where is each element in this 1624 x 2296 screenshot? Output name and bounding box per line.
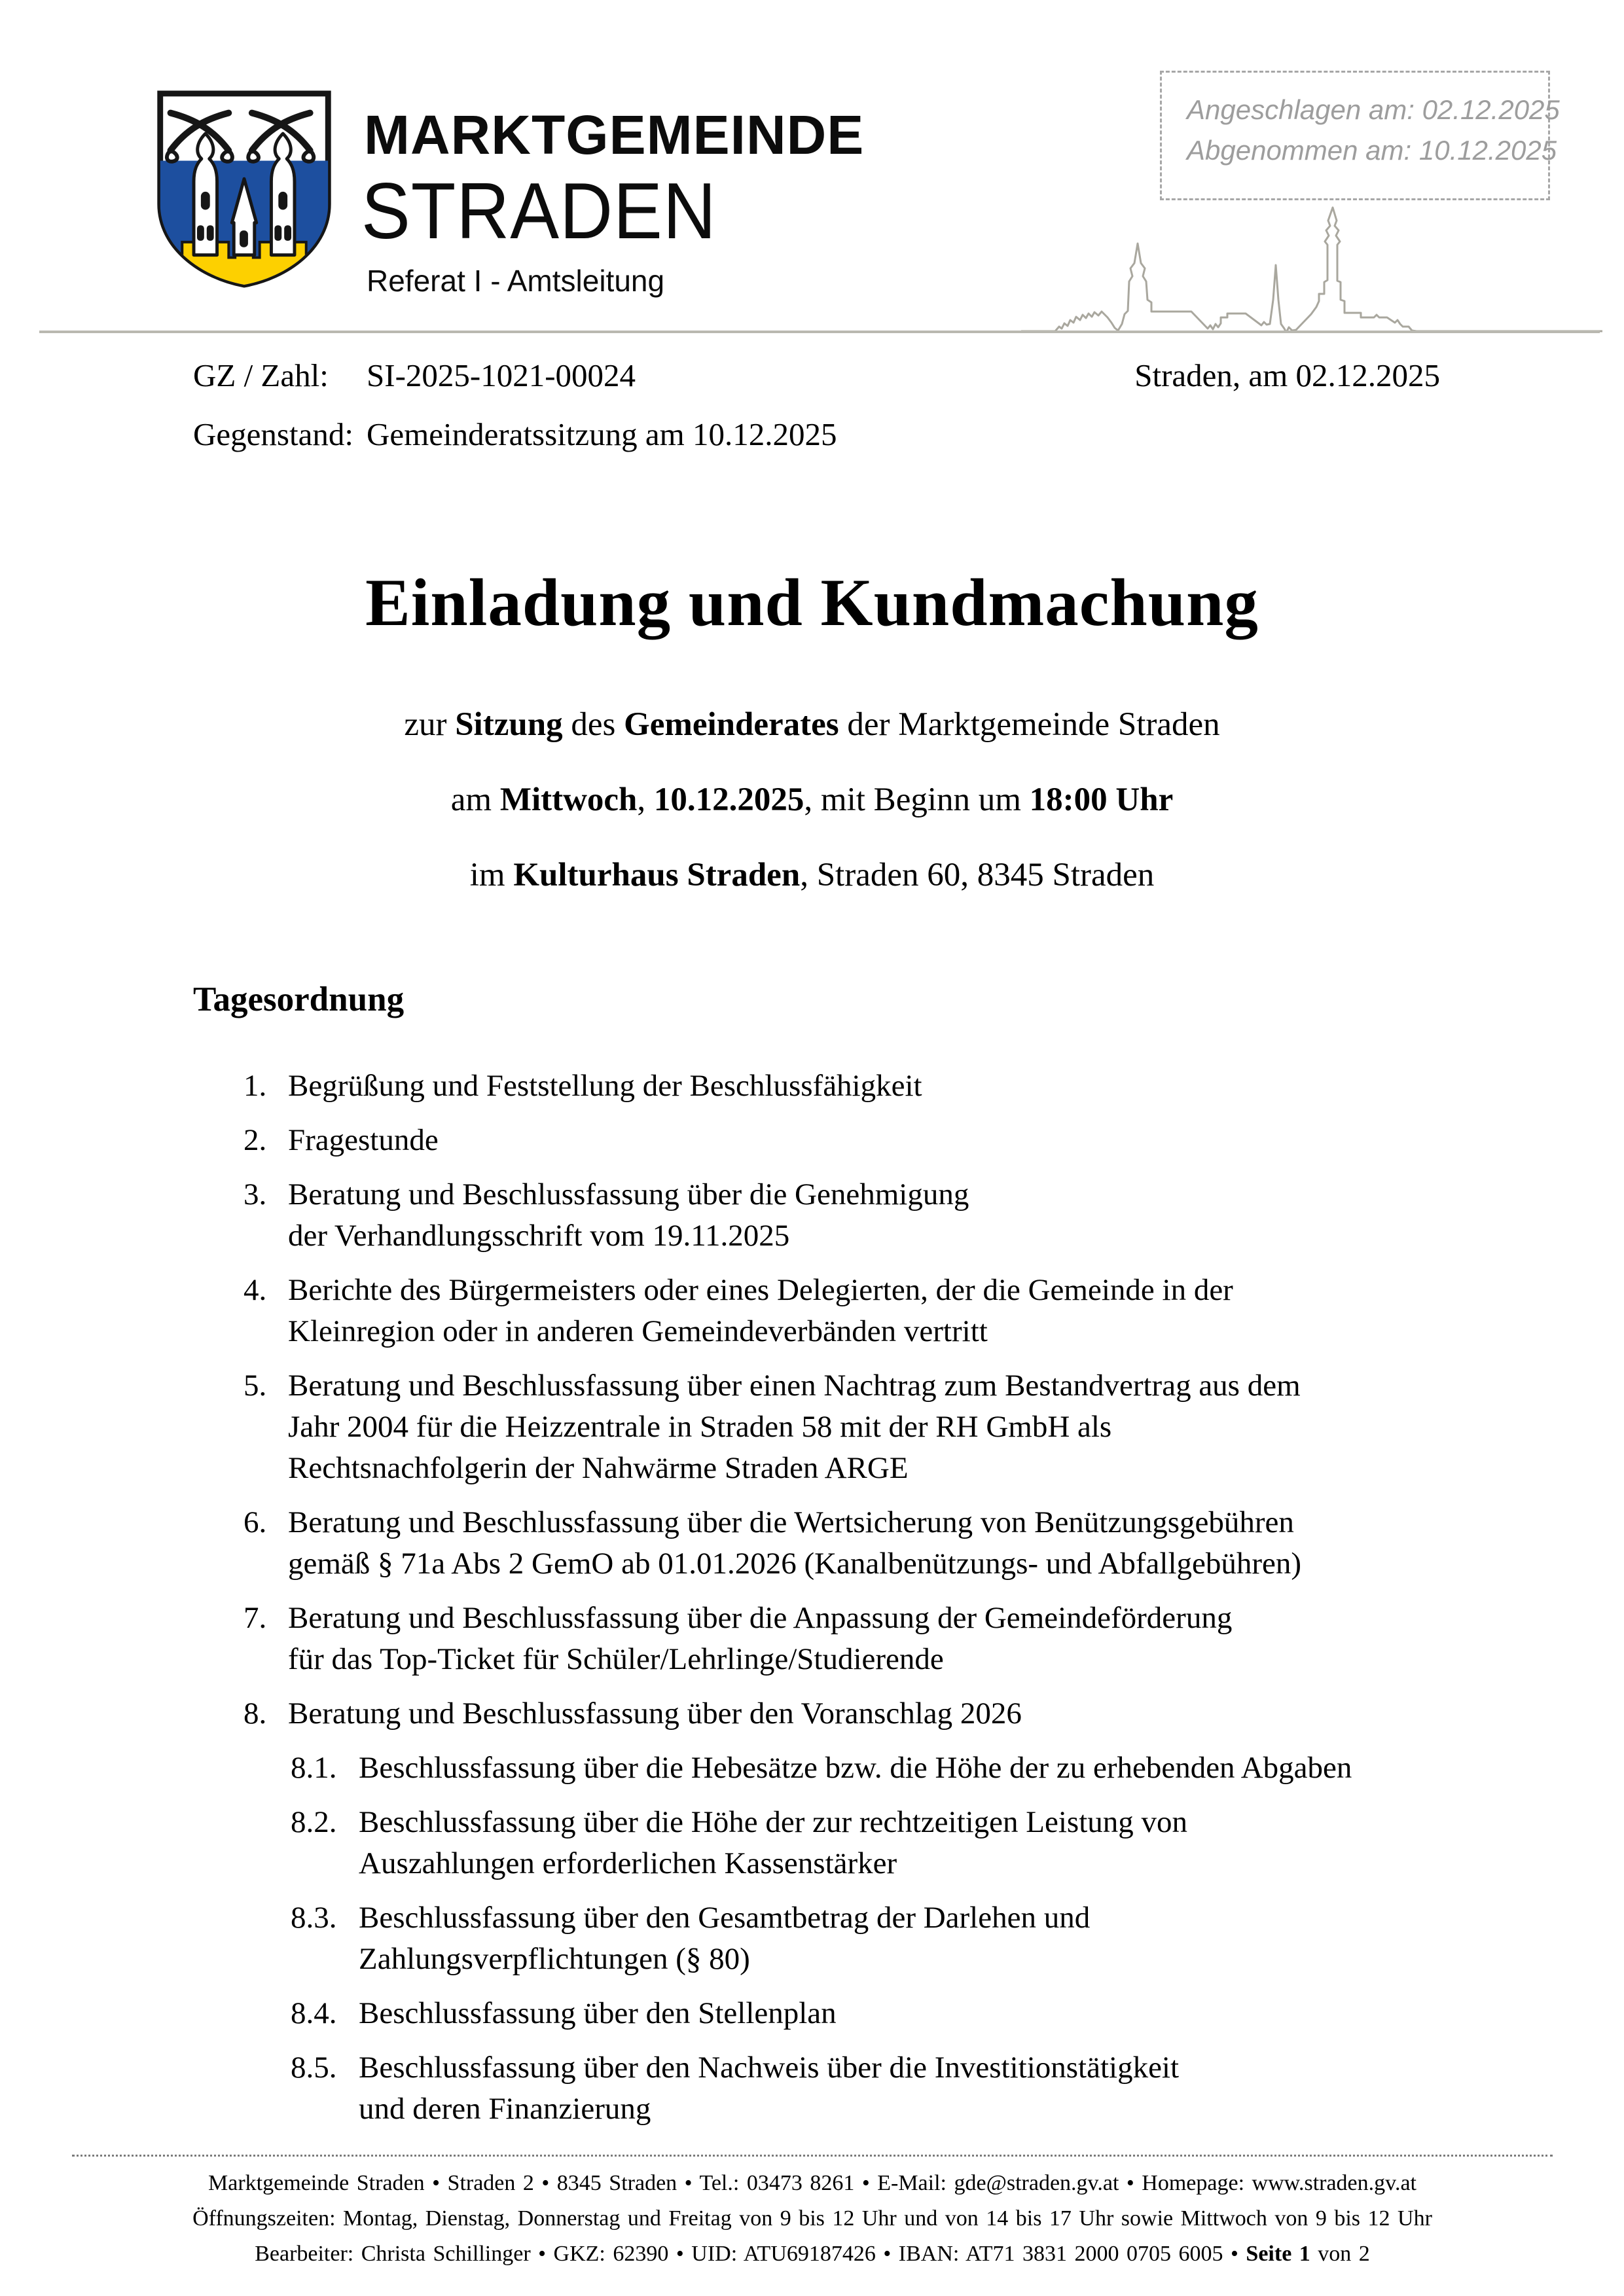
agenda-item	[244, 1748, 1559, 1789]
agenda-item-line: Jahr 2004 für die Heizzentrale in Straden 58 mit der RH GmbH als	[288, 1410, 1112, 1444]
agenda-item-text	[288, 1365, 1301, 1489]
agenda-item-line: Beratung und Beschlussfassung über die Wertsicherung von Benützungsgebühren	[288, 1505, 1294, 1539]
agenda-item-text	[359, 1993, 837, 2034]
subject-value: Gemeinderatssitzung am 10.12.2025	[367, 416, 837, 452]
agenda-item-number: 8.1.	[291, 1751, 337, 1785]
agenda-item-text	[288, 1598, 1232, 1680]
agenda-item-text	[288, 1066, 922, 1107]
agenda-item-text	[288, 1174, 969, 1257]
agenda-item-number: 8.4.	[291, 1996, 337, 2030]
document-meta	[193, 357, 1440, 453]
agenda-item-number: 1.	[244, 1069, 267, 1103]
agenda-item	[244, 1365, 1559, 1489]
agenda-item-line: und deren Finanzierung	[359, 2092, 651, 2126]
agenda-item-line: Beratung und Beschlussfassung über die Genehmigung	[288, 1177, 969, 1211]
agenda-item-number: 6.	[244, 1505, 267, 1539]
agenda-item-number: 8.3.	[291, 1901, 337, 1935]
footer-hours-line: Öffnungszeiten: Montag, Dienstag, Donnerstag und Freitag von 9 bis 12 Uhr und von 14 bis 17 Uhr sowie Mittwoch von 9 bis 12 Uhr	[192, 2206, 1432, 2231]
gz-value: SI-2025-1021-00024	[367, 357, 636, 393]
department-label: Referat I - Amtsleitung	[367, 264, 665, 298]
agenda-item-line: Beschlussfassung über die Hebesätze bzw. die Höhe der zu erhebenden Abgaben	[359, 1751, 1352, 1785]
agenda-item-line: Beratung und Beschlussfassung über den Voranschlag 2026	[288, 1696, 1022, 1731]
agenda-item-text	[359, 1897, 1090, 1980]
agenda-item	[244, 1693, 1559, 1734]
agenda-item-line: Fragestunde	[288, 1123, 439, 1157]
intro-line-3: im Kulturhaus Straden, Straden 60, 8345 Straden	[469, 857, 1155, 893]
agenda-item-line: für das Top-Ticket für Schüler/Lehrlinge/Studierende	[288, 1642, 944, 1676]
agenda-item-number: 7.	[244, 1601, 267, 1635]
agenda-item-text	[288, 1120, 439, 1161]
agenda-item-line: Beschlussfassung über den Nachweis über die Investitionstätigkeit	[359, 2051, 1180, 2085]
agenda-item-line: Kleinregion oder in anderen Gemeindeverbänden vertritt	[288, 1314, 988, 1348]
agenda-item-line: gemäß § 71a Abs 2 GemO ab 01.01.2026 (Kanalbenützungs- und Abfallgebühren)	[288, 1547, 1302, 1581]
place-date: Straden, am 02.12.2025	[1134, 357, 1440, 393]
agenda-item-number: 3.	[244, 1177, 267, 1211]
org-name-line2: STRADEN	[361, 166, 717, 255]
agenda-item-line: der Verhandlungsschrift vom 19.11.2025	[288, 1219, 790, 1253]
agenda-item-number: 2.	[244, 1123, 267, 1157]
footer-contact-line: Marktgemeinde Straden • Straden 2 • 8345 Straden • Tel.: 03473 8261 • E-Mail: gde@straden.gv.at • Homepage: www.straden.gv.at	[208, 2171, 1416, 2195]
posting-notice-box	[1160, 71, 1560, 200]
agenda-item	[244, 1802, 1559, 1884]
agenda-item-text	[288, 1693, 1022, 1734]
agenda-item-line: Beschlussfassung über den Stellenplan	[359, 1996, 837, 2030]
agenda-item	[244, 1993, 1559, 2034]
agenda-item	[244, 1066, 1559, 1107]
intro-line-2: am Mittwoch, 10.12.2025, mit Beginn um 18:00 Uhr	[450, 781, 1174, 818]
agenda-item-number: 8.	[244, 1696, 267, 1731]
agenda-item-line: Beratung und Beschlussfassung über einen Nachtrag zum Bestandvertrag aus dem	[288, 1369, 1301, 1403]
agenda-item	[244, 1897, 1559, 1980]
left-tower-icon	[194, 134, 217, 255]
agenda-item-text	[288, 1502, 1301, 1585]
removed-date-line: Abgenommen am: 10.12.2025	[1187, 135, 1557, 166]
agenda-item-line: Rechtsnachfolgerin der Nahwärme Straden ARGE	[288, 1451, 909, 1485]
intro-line-1: zur Sitzung des Gemeinderates der Marktgemeinde Straden	[404, 706, 1220, 743]
agenda-item-text	[359, 1748, 1352, 1789]
agenda-list	[244, 1066, 1559, 2143]
agenda-item	[244, 1270, 1559, 1352]
agenda-item-line: Beschlussfassung über den Gesamtbetrag der Darlehen und	[359, 1901, 1091, 1935]
agenda-item	[244, 1120, 1559, 1161]
agenda-item	[244, 1598, 1559, 1680]
gz-label: GZ / Zahl:	[193, 357, 329, 393]
posted-date-line: Angeschlagen am: 02.12.2025	[1187, 94, 1560, 125]
straden-coat-of-arms-icon	[147, 84, 341, 292]
agenda-item-number: 8.2.	[291, 1805, 337, 1839]
agenda-item-text	[359, 1802, 1187, 1884]
agenda-item-line: Begrüßung und Feststellung der Beschlussfähigkeit	[288, 1069, 922, 1103]
agenda-item-number: 5.	[244, 1369, 267, 1403]
agenda-item-number: 4.	[244, 1273, 267, 1307]
subject-label: Gegenstand:	[193, 416, 353, 452]
footer-admin-line: Bearbeiter: Christa Schillinger • GKZ: 62390 • UID: ATU69187426 • IBAN: AT71 3831 2000 0705 6005 • Seite 1 von 2	[255, 2242, 1370, 2266]
town-skyline-silhouette-icon	[1021, 202, 1604, 332]
agenda-item-text	[288, 1270, 1233, 1352]
org-name-line1: MARKTGEMEINDE	[364, 104, 865, 166]
page-title: Einladung und Kundmachung	[365, 565, 1259, 640]
agenda-item	[244, 2047, 1559, 2130]
agenda-item-line: Beratung und Beschlussfassung über die Anpassung der Gemeindeförderung	[288, 1601, 1233, 1635]
agenda-item	[244, 1502, 1559, 1585]
agenda-item-number: 8.5.	[291, 2051, 337, 2085]
header-divider-line	[39, 331, 1600, 333]
right-tower-icon	[271, 134, 295, 255]
agenda-item-line: Zahlungsverpflichtungen (§ 80)	[359, 1942, 750, 1976]
agenda-item-line: Berichte des Bürgermeisters oder eines Delegierten, der die Gemeinde in der	[288, 1273, 1233, 1307]
agenda-item	[244, 1174, 1559, 1257]
meta-row-subject	[193, 416, 1440, 453]
agenda-heading: Tagesordnung	[193, 980, 405, 1018]
page-footer	[72, 2155, 1553, 2272]
agenda-item-text	[359, 2047, 1179, 2130]
agenda-item-line: Beschlussfassung über die Höhe der zur rechtzeitigen Leistung von	[359, 1805, 1188, 1839]
meta-row-gz	[193, 357, 1440, 394]
agenda-item-line: Auszahlungen erforderlichen Kassenstärker	[359, 1846, 897, 1880]
